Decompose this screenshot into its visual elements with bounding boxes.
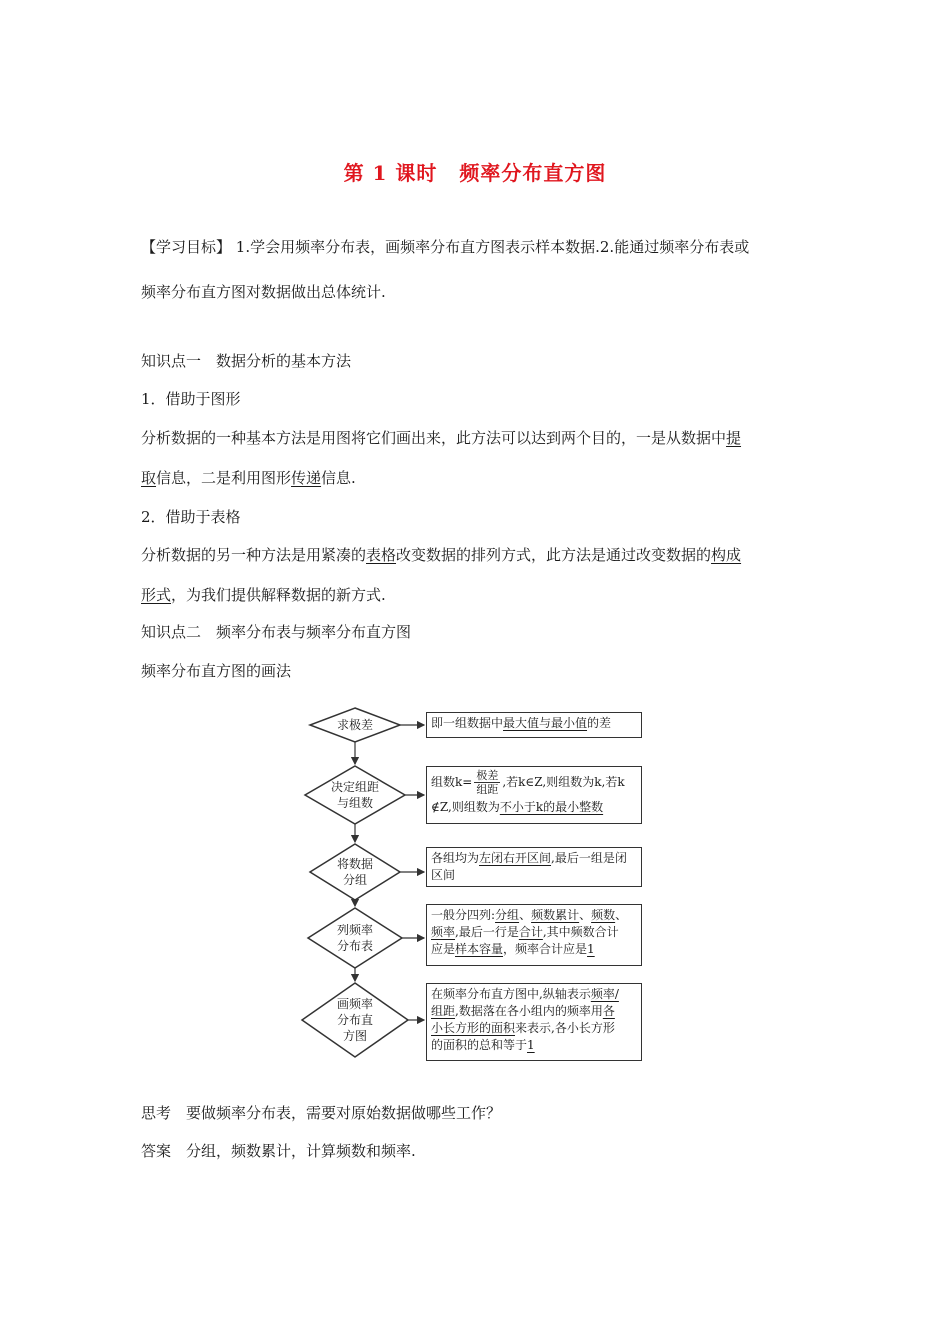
- box-grouping: 各组均为左闭右开区间,最后一组是闭 区间: [426, 847, 642, 887]
- step-1-label: 求极差: [336, 718, 373, 732]
- kp2-subheading: 频率分布直方图的画法: [141, 662, 292, 680]
- objectives-label: 【学习目标】: [141, 238, 232, 256]
- objectives-line1: 【学习目标】 1.学会用频率分布表，画频率分布直方图表示样本数据.2.能通过频率分布表或: [141, 238, 750, 256]
- kp1-item1-line2: 取信息，二是利用图形传递信息.: [141, 469, 356, 487]
- step-3-label: 将数据 分组: [336, 857, 373, 887]
- page-title: [0, 157, 950, 186]
- box-range: 即一组数据中最大值与最小值的差: [426, 712, 642, 738]
- box-frequency-table: 一般分四列:分组、频数累计、频数、 频率,最后一行是合计,其中频数合计 应是样本容量，频率合计应是1: [426, 904, 642, 966]
- lesson-number: 第 1 课时: [343, 161, 438, 185]
- kp1-item1-line1: 分析数据的一种基本方法是用图将它们画出来，此方法可以达到两个目的，一是从数据中提: [141, 429, 742, 447]
- kp1-item2-line2: 形式，为我们提供解释数据的新方式.: [141, 586, 386, 604]
- objectives-line2: 频率分布直方图对数据做出总体统计.: [141, 283, 386, 301]
- box-group-count: 组数k= $\frac{\text{极差}}{\text{组距}}$ ,若k∈Z,则组数为k,若k ∉Z,则组数为不小于k的最小整数: [426, 766, 642, 824]
- step-4-label: 列频率 分布表: [336, 923, 373, 953]
- box-histogram: 在频率分布直方图中,纵轴表示频率/ 组距,数据落在各小组内的频率用各 小长方形的面积来表示,各小长方形 的面积的总和等于1: [426, 983, 642, 1061]
- kp2-heading: 知识点二 频率分布表与频率分布直方图: [141, 623, 412, 641]
- kp1-item1-title: 1．借助于图形: [141, 390, 241, 408]
- flowchart: [300, 700, 645, 1070]
- lesson-topic: 频率分布直方图: [459, 161, 607, 185]
- fraction-range-over-width: $\frac{\text{极差}}{\text{组距}}$: [476, 769, 499, 796]
- kp1-heading: 知识点一 数据分析的基本方法: [141, 352, 352, 370]
- think-answer: 答案 分组，频数累计，计算频数和频率.: [141, 1142, 416, 1160]
- kp1-item2-line1: 分析数据的另一种方法是用紧凑的表格改变数据的排列方式，此方法是通过改变数据的构成: [141, 546, 742, 564]
- step-5-label: 画频率 分布直 方图: [336, 997, 373, 1043]
- step-2-label: 决定组距 与组数: [330, 780, 379, 810]
- kp1-item2-title: 2．借助于表格: [141, 508, 241, 526]
- think-question: 思考 要做频率分布表，需要对原始数据做哪些工作？: [141, 1104, 502, 1122]
